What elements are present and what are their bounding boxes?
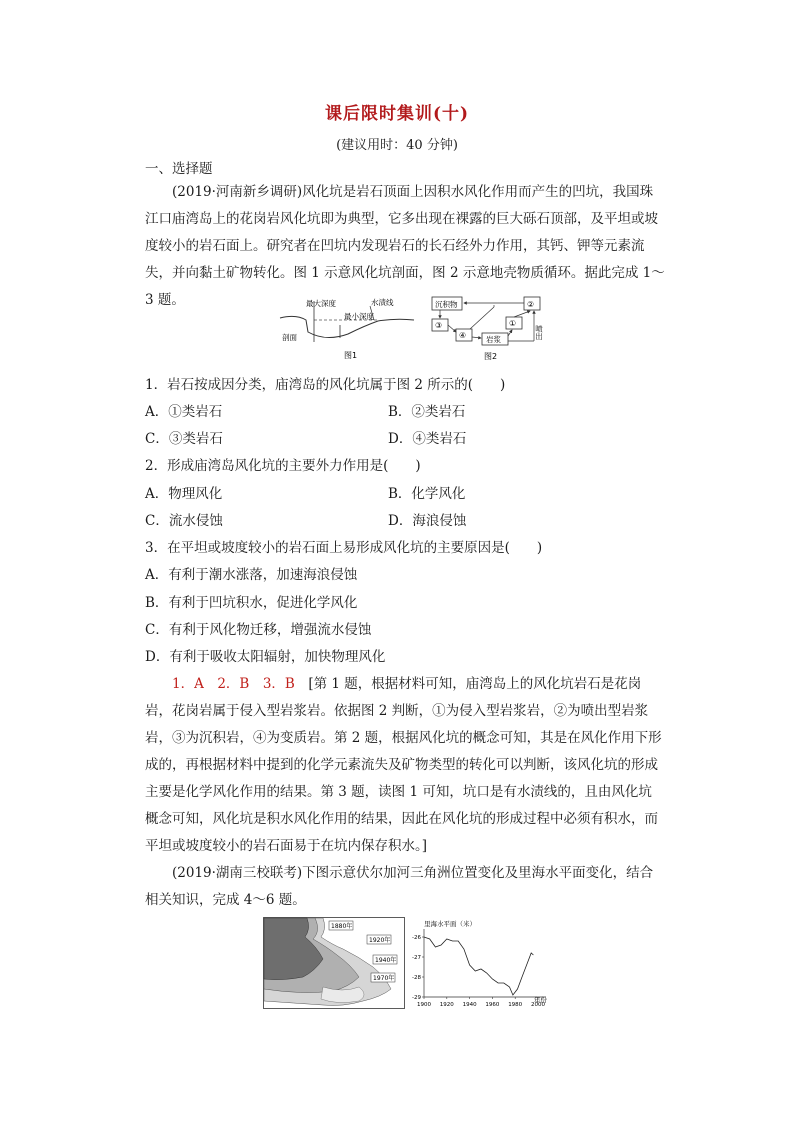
q2-option-b: B．化学风化: [388, 486, 466, 502]
answer-keys: 1．A 2．B 3．B: [172, 676, 295, 692]
volga-delta-map: [263, 917, 405, 1009]
chart-y-tick-label: -28: [412, 975, 421, 981]
chart-x-tick-label: 2000: [531, 1002, 545, 1008]
chart-x-tick-label: 1980: [508, 1002, 523, 1008]
q3-stem: 3．在平坦或坡度较小的岩石面上易形成风化坑的主要原因是( ): [145, 540, 543, 556]
answer-block: [145, 671, 665, 860]
fig2-box-3: ③: [435, 321, 443, 330]
fig2-box-1: ①: [509, 319, 517, 328]
q2-option-d: D．海浪侵蚀: [388, 513, 467, 529]
q1-option-a: A．①类岩石: [145, 404, 223, 420]
fig2-box-magma: 岩浆: [486, 335, 501, 344]
answer-explanation: [第 1 题，根据材料可知，庙湾岛上的风化坑岩石是花岗岩，花岗岩属于侵入型岩浆岩。依据图 2 判断，①为侵入型岩浆岩，②为喷出型岩浆岩，③为沉积岩，④为变质岩。第 2 题，根据风化坑的概念可知，其是在风化作用下形成的，再根据材料中提到的化学元素流失及矿物类型的转化可以判断，该风化坑的形成主要是化学风化作用的结果。第 3 题，读图 1 可知，坑口是有水渍线的，且由风化坑概念可知，风化坑是积水风化作用的结果，因此在风化坑的形成过程中必须有积水，而平坦或坡度较小的岩石面易于在坑内保存积水。]: [145, 676, 662, 854]
q2-option-c: C．流水侵蚀: [145, 513, 223, 529]
q3-option-a: A．有利于潮水涨落，加速海浪侵蚀: [145, 567, 358, 583]
q2-option-a: A．物理风化: [145, 486, 223, 502]
q3-option-c: C．有利于风化物迁移，增强流水侵蚀: [145, 622, 372, 638]
q1-option-d: D．④类岩石: [388, 431, 467, 447]
fig1-label-waterline: 水渍线: [371, 298, 394, 307]
figure1-pit-section: [278, 296, 416, 364]
page-subtitle: (建议用时：40 分钟): [336, 138, 458, 153]
fig1-caption: 图1: [344, 351, 358, 360]
chart-y-tick-label: -29: [412, 995, 421, 1001]
chart-x-axis-label: 年份: [534, 996, 547, 1004]
page-title: 课后限时集训(十): [324, 104, 470, 124]
group2-intro: (2019·湖南三校联考)下图示意伏尔加河三角洲位置变化及里海水平面变化，结合相关知识，完成 4～6 题。: [145, 865, 654, 908]
chart-x-tick-label: 1900: [417, 1002, 431, 1008]
map-label-1920: 1920年: [369, 937, 391, 944]
map-label-1880: 1880年: [331, 923, 353, 930]
fig2-box-4: ④: [459, 331, 467, 340]
group1-intro: (2019·河南新乡调研)风化坑是岩石顶面上因积水风化作用而产生的凹坑，我国珠江口庙湾岛上的花岗岩风化坑即为典型，它多出现在裸露的巨大砾石顶部，及平坦或坡度较小的岩石面上。研究者在凹坑内发现岩石的长石经外力作用，其钙、钾等元素流失，并向黏土矿物转化。图 1 示意风化坑剖面，图 2 示意地壳物质循环。据此完成 1～3 题。: [145, 184, 665, 308]
fig1-label-mindepth: 最小深度: [344, 312, 374, 321]
q1-stem: 1．岩石按成因分类，庙湾岛的风化坑属于图 2 所示的( ): [145, 377, 506, 393]
chart-y-tick-label: -26: [412, 935, 421, 941]
fig2-caption: 图2: [484, 352, 498, 361]
q1-option-c: C．③类岩石: [145, 431, 223, 447]
chart-x-tick-label: 1960: [485, 1002, 500, 1008]
fig1-label-maxdepth: 最大深度: [306, 299, 336, 308]
map-label-1970: 1970年: [373, 975, 395, 982]
fig1-label-section: 剖面: [282, 333, 297, 342]
chart-y-tick-label: -27: [412, 955, 421, 961]
fig2-box-2: ②: [527, 300, 535, 309]
chart-x-tick-label: 1940: [462, 1002, 477, 1008]
q1-option-b: B．②类岩石: [388, 404, 466, 420]
fig2-box-sediment: 沉积物: [435, 300, 458, 309]
map-label-1940: 1940年: [375, 957, 397, 964]
figure2-rock-cycle: [430, 293, 560, 365]
chart-x-tick-label: 1920: [439, 1002, 454, 1008]
fig2-label-eruption: 喷出: [534, 325, 544, 340]
chart-series-line: [424, 937, 533, 995]
q3-option-b: B．有利于凹坑积水，促进化学风化: [145, 595, 358, 611]
chart-title: 里海水平面（米）: [424, 920, 476, 928]
caspian-level-chart: [408, 917, 558, 1013]
q2-stem: 2．形成庙湾岛风化坑的主要外力作用是( ): [145, 458, 421, 474]
q3-option-d: D．有利于吸收太阳辐射，加快物理风化: [145, 649, 386, 665]
section-heading: 一、选择题: [145, 161, 213, 177]
